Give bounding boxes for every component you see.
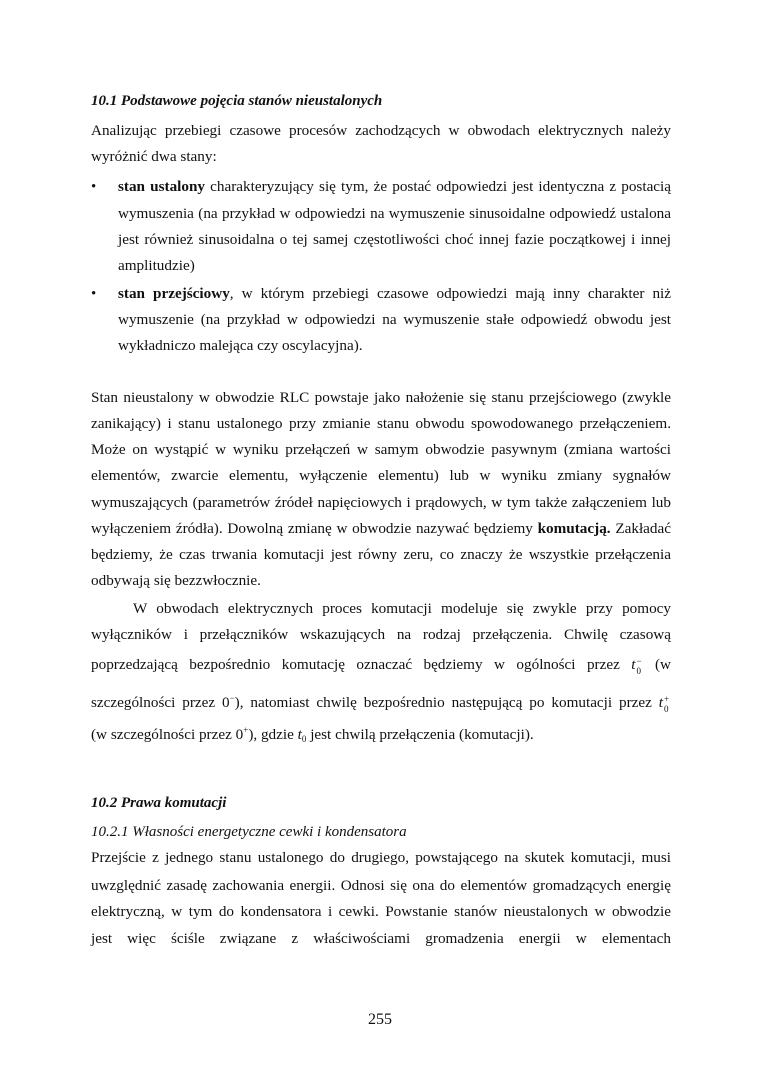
bullet-icon: • [91, 286, 97, 302]
para1-line-3: Może on wystąpić w wyniku przełączeń w samym obwodzie pasywnym (zmiana wartości [91, 441, 671, 458]
intro-line-1: Analizując przebiegi czasowe procesów zachodzących w obwodach elektrycznych należy [91, 122, 671, 139]
bullet-text: charakteryzujący się tym, że postać odpowiedzi jest identyczna z postacią [205, 178, 672, 195]
para1-line-6 [91, 520, 671, 538]
text-run: ), natomiast chwilę bezpośrednio następującą po komutacji przez [234, 694, 659, 711]
bullet-term: stan przejściowy [118, 285, 230, 302]
bullet-1-line-4: amplitudzie) [118, 257, 195, 274]
bullet-text: , w którym przebiegi czasowe odpowiedzi mają inny charakter niż [229, 285, 671, 302]
section-heading-10-1: 10.1 Podstawowe pojęcia stanów nieustalonych [91, 93, 383, 109]
text-run: ), gdzie [248, 726, 298, 743]
para3-line-2: uwzględnić zasadę zachowania energii. Odnosi się ona do elementów gromadzących energię [91, 877, 671, 894]
para2-line-4 [91, 689, 671, 712]
bullet-item-stan-ustalony [118, 178, 671, 196]
para1-line-5: wymuszających (parametrów źródeł napięciowych i prądowych, w tym także załączeniem lub [91, 494, 671, 511]
bullet-term: stan ustalony [118, 178, 206, 195]
math-t0-minus: t − 0 [631, 656, 642, 676]
para2-line-1: W obwodach elektrycznych proces komutacji modeluje się zwykle przy pomocy [133, 600, 671, 617]
subsection-heading-10-2-1: 10.2.1 Własności energetyczne cewki i kondensatora [91, 824, 407, 840]
text-run: jest chwilą przełączenia (komutacji). [306, 726, 534, 743]
para2-line-3 [91, 656, 671, 674]
bullet-1-line-3: jest również sinusoidalna o tej samej częstotliwości choć innej fazie początkowej i innej [118, 231, 671, 248]
math-t0: $t_0$ [297, 726, 307, 744]
para1-line-4: elementów, zwarcie elementu, wyłączenie elementu) lub w wyniku zmiany sygnałów [91, 467, 671, 484]
para1-line-1: Stan nieustalony w obwodzie RLC powstaje jako nałożenie się stanu przejściowego (zwykle [91, 389, 671, 406]
math-t0-plus: t + 0 [658, 694, 670, 714]
math-zero-plus: 0+ [235, 725, 249, 743]
text-run: wyłączeniem źródła). Dowolną zmianę w obwodzie nazywać będziemy [91, 520, 538, 537]
text-run: szczególności przez [91, 694, 222, 711]
math-zero-minus: 0− [222, 693, 235, 711]
text-run: poprzedzającą bezpośrednio komutację oznaczać będziemy w ogólności przez [91, 656, 632, 673]
para3-line-4: jest więc ściśle związane z właściwościami gromadzenia energii w elementach [91, 930, 671, 947]
intro-line-2: wyróżnić dwa stany: [91, 148, 217, 165]
para2-line-5 [91, 721, 671, 748]
para1-line-2: zanikający) i stanu ustalonego przy zmianie stanu obwodu spowodowanego przełączeniem. [91, 415, 671, 432]
page-number: 255 [368, 1011, 392, 1028]
para1-line-7: będziemy, że czas trwania komutacji jest równy zeru, co znaczy że wszystkie przełączenia [91, 546, 671, 563]
text-run: (w [643, 656, 671, 673]
para3-line-1: Przejście z jednego stanu ustalonego do drugiego, powstającego na skutek komutacji, musi [91, 849, 671, 866]
bullet-icon: • [91, 179, 97, 195]
bullet-2-line-2: wymuszenie (na przykład w odpowiedzi na wymuszenie stałe odpowiedź obwodu jest [118, 311, 671, 328]
para2-line-2: wyłączników i przełączników wskazujących na rodzaj przełączenia. Chwilę czasową [91, 626, 671, 643]
section-heading-10-2: 10.2 Prawa komutacji [91, 795, 227, 811]
term-komutacja: komutacją. [537, 520, 611, 537]
para3-line-3: elektryczną, w tym do kondensatora i cewki. Powstanie stanów nieustalonych w obwodzie [91, 903, 671, 920]
text-run: (w szczególności przez [91, 726, 236, 743]
para1-line-8: odbywają się bezzwłocznie. [91, 572, 261, 589]
bullet-1-line-2: wymuszenia (na przykład w odpowiedzi na wymuszenie sinusoidalne odpowiedź ustalona [118, 205, 671, 222]
bullet-2-line-3: wykładniczo malejąca czy oscylacyjna). [118, 337, 363, 354]
text-run: Zakładać [610, 520, 671, 537]
bullet-item-stan-przejsciowy [118, 285, 671, 303]
